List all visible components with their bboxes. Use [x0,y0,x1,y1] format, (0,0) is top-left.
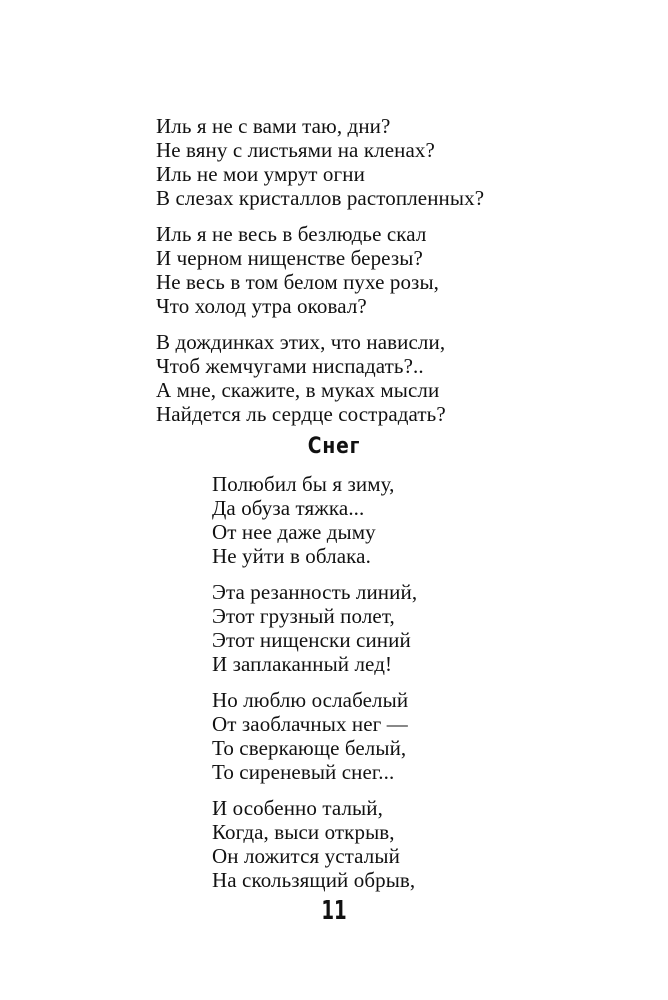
poem-continued [156,114,484,438]
poem-line: Не вяну с листьями на кленах? [156,138,435,162]
poem-line: От заоблачных нег — [212,712,408,736]
stanza [156,222,484,318]
poem-line: Чтоб жемчугами ниспадать?.. [156,354,424,378]
poem-line: Что холод утра оковал? [156,294,367,318]
stanza [212,472,417,568]
poem-line: И черном нищенстве березы? [156,246,423,270]
poem-line: Да обуза тяжка... [212,496,365,520]
stanza [156,330,484,426]
poem-line: Полюбил бы я зиму, [212,472,395,496]
poem-line: То сиреневый снег... [212,760,395,784]
poem-snow [212,472,417,904]
poem-title: Снег [307,434,361,459]
stanza [212,796,417,892]
poem-line: В слезах кристаллов растопленных? [156,186,485,210]
poem-line: Найдется ль сердце сострадать? [156,402,446,426]
poem-line: И заплаканный лед! [212,652,393,676]
poem-line: От нее даже дыму [212,520,376,544]
poem-line: И особенно талый, [212,796,383,820]
stanza [156,114,484,210]
poem-line: Иль я не весь в безлюдье скал [156,222,427,246]
stanza [212,688,417,784]
poem-line: То сверкающе белый, [212,736,407,760]
poem-line: На скользящий обрыв, [212,868,416,892]
page-number: 11 [321,896,347,926]
poem-line: Этот нищенски синий [212,628,411,652]
stanza [212,580,417,676]
poem-line: Но люблю ослабелый [212,688,409,712]
poem-line: Иль не мои умрут огни [156,162,365,186]
poem-line: В дождинках этих, что нависли, [156,330,446,354]
poem-line: А мне, скажите, в муках мысли [156,378,440,402]
poem-line: Не весь в том белом пухе розы, [156,270,440,294]
poem-line: Когда, выси открыв, [212,820,395,844]
poem-line: Этот грузный полет, [212,604,395,628]
poem-line: Эта резанность линий, [212,580,418,604]
poem-line: Не уйти в облака. [212,544,371,568]
poem-line: Иль я не с вами таю, дни? [156,114,391,138]
poem-line: Он ложится усталый [212,844,400,868]
